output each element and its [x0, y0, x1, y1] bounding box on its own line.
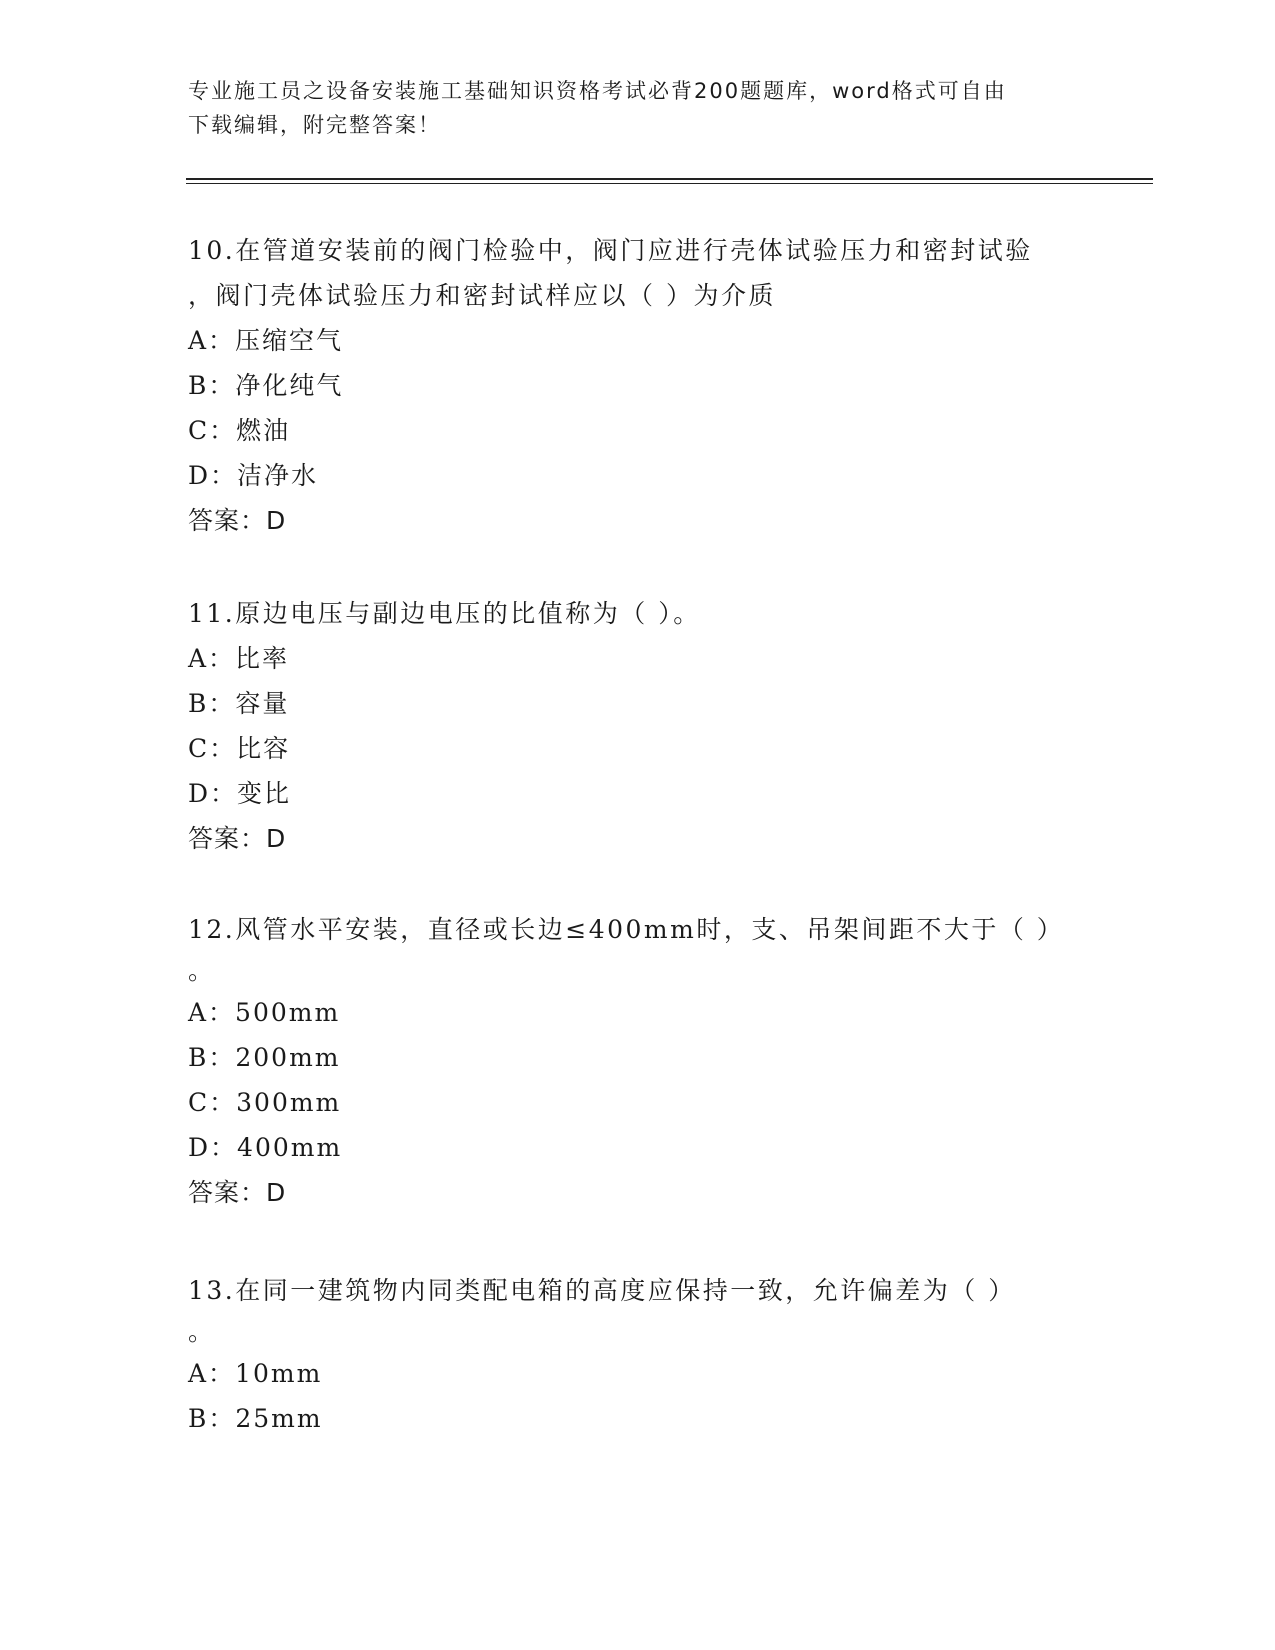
option-c: C：300mm: [188, 1088, 342, 1117]
option-d: D：洁净水: [188, 461, 319, 490]
question-text-line-1: 11.原边电压与副边电压的比值称为（ ）。: [188, 599, 701, 628]
option-b: B：容量: [188, 689, 290, 718]
question-text-line-2: 。: [188, 1317, 216, 1346]
header-divider: [186, 178, 1153, 180]
option-b: B：25mm: [188, 1404, 323, 1433]
question-12: [188, 907, 1088, 1215]
header-divider-secondary: [186, 183, 1153, 184]
option-a: A：10mm: [188, 1359, 323, 1388]
option-c: C：比容: [188, 734, 291, 763]
option-d: D：变比: [188, 779, 292, 808]
question-11: [188, 591, 1088, 861]
option-d: D：400mm: [188, 1133, 343, 1162]
answer: 答案：D: [188, 1178, 287, 1207]
header-line-1: 专业施工员之设备安装施工基础知识资格考试必背200题题库，word格式可自由: [188, 79, 1007, 103]
question-text-line-2: ，阀门壳体试验压力和密封试样应以（ ）为介质: [188, 281, 776, 310]
option-b: B：200mm: [188, 1043, 341, 1072]
option-a: A：压缩空气: [188, 326, 344, 355]
question-text-line-1: 12.风管水平安装，直径或长边≤400mm时，支、吊架间距不大于（ ）: [188, 915, 1065, 944]
header-line-2: 下载编辑，附完整答案！: [188, 113, 441, 137]
question-text-line-2: 。: [188, 956, 216, 985]
option-c: C：燃油: [188, 416, 291, 445]
question-text-line-1: 10.在管道安装前的阀门检验中，阀门应进行壳体试验压力和密封试验: [188, 236, 1033, 265]
answer: 答案：D: [188, 506, 287, 535]
option-b: B：净化纯气: [188, 371, 344, 400]
answer: 答案：D: [188, 824, 287, 853]
question-13: [188, 1268, 1088, 1441]
document-header: [188, 74, 1068, 142]
option-a: A：500mm: [188, 998, 341, 1027]
option-a: A：比率: [188, 644, 290, 673]
question-10: [188, 228, 1088, 543]
question-text-line-1: 13.在同一建筑物内同类配电箱的高度应保持一致，允许偏差为（ ）: [188, 1276, 1016, 1305]
